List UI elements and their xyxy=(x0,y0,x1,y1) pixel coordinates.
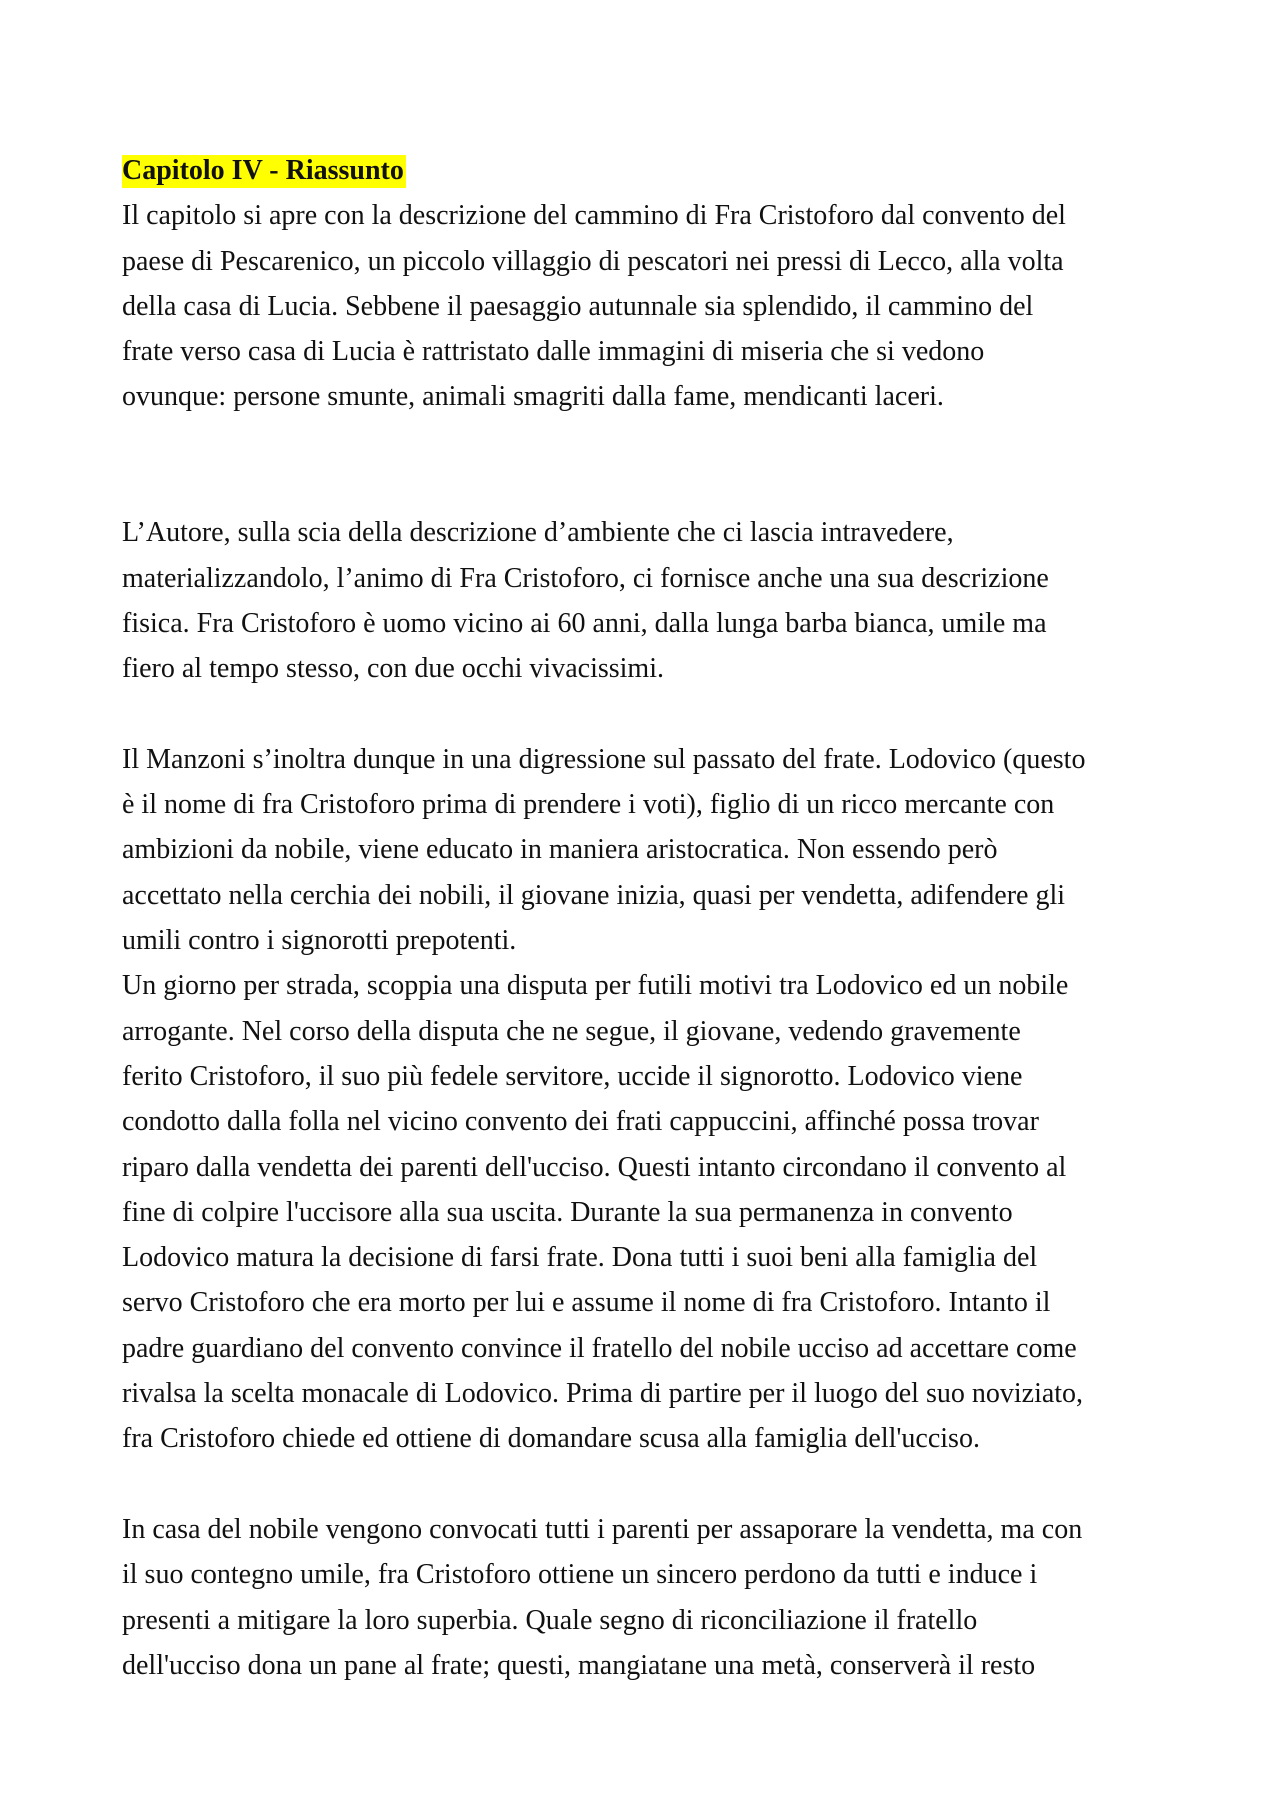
text-line: Un giorno per strada, scoppia una disputa per futili motivi tra Lodovico ed un nobile xyxy=(122,970,1069,1002)
text-line: condotto dalla folla nel vicino convento dei frati cappuccini, affinché possa trovar xyxy=(122,1106,1039,1138)
text-line: umili contro i signorotti prepotenti. xyxy=(122,925,517,957)
text-line: accettato nella cerchia dei nobili, il giovane inizia, quasi per vendetta, adifendere gli xyxy=(122,879,1066,911)
text-line: Lodovico matura la decisione di farsi frate. Dona tutti i suoi beni alla famiglia del xyxy=(122,1242,1038,1274)
text-line: padre guardiano del convento convince il fratello del nobile ucciso ad accettare come xyxy=(122,1332,1077,1364)
text-line: fine di colpire l'uccisore alla sua uscita. Durante la sua permanenza in convento xyxy=(122,1196,1013,1228)
paragraph-spacer xyxy=(122,420,1172,511)
text-line: fra Cristoforo chiede ed ottiene di domandare scusa alla famiglia dell'ucciso. xyxy=(122,1423,980,1455)
paragraph-1 xyxy=(122,193,1172,419)
paragraph-3 xyxy=(122,737,1172,1462)
text-line: servo Cristoforo che era morto per lui e assume il nome di fra Cristoforo. Intanto il xyxy=(122,1287,1051,1319)
paragraph-2 xyxy=(122,510,1172,691)
document-page xyxy=(122,148,1172,1688)
text-line: è il nome di fra Cristoforo prima di prendere i voti), figlio di un ricco mercante con xyxy=(122,789,1055,821)
text-line: presenti a mitigare la loro superbia. Quale segno di riconciliazione il fratello xyxy=(122,1604,978,1636)
text-line: dell'ucciso dona un pane al frate; questi, mangiatane una metà, conserverà il resto xyxy=(122,1649,1036,1681)
paragraph-4 xyxy=(122,1507,1172,1688)
text-line: fisica. Fra Cristoforo è uomo vicino ai 60 anni, dalla lunga barba bianca, umile ma xyxy=(122,607,1047,639)
text-line: Il Manzoni s’inoltra dunque in una digressione sul passato del frate. Lodovico (questo xyxy=(122,743,1086,775)
text-line: Il capitolo si apre con la descrizione del cammino di Fra Cristoforo dal convento del xyxy=(122,200,1066,232)
paragraph-spacer xyxy=(122,692,1172,737)
text-line: paese di Pescarenico, un piccolo villaggio di pescatori nei pressi di Lecco, alla volta xyxy=(122,245,1064,277)
text-line: frate verso casa di Lucia è rattristato dalle immagini di miseria che si vedono xyxy=(122,336,985,368)
text-line: il suo contegno umile, fra Cristoforo ottiene un sincero perdono da tutti e induce i xyxy=(122,1559,1038,1591)
text-line: arrogante. Nel corso della disputa che ne segue, il giovane, vedendo gravemente xyxy=(122,1015,1021,1047)
text-line: ovunque: persone smunte, animali smagriti dalla fame, mendicanti laceri. xyxy=(122,381,944,413)
text-line: ferito Cristoforo, il suo più fedele servitore, uccide il signorotto. Lodovico viene xyxy=(122,1060,1023,1092)
text-line: fiero al tempo stesso, con due occhi vivacissimi. xyxy=(122,653,664,685)
title-line xyxy=(122,148,1172,193)
text-line: della casa di Lucia. Sebbene il paesaggio autunnale sia splendido, il cammino del xyxy=(122,290,1034,322)
document-title: Capitolo IV - Riassunto xyxy=(122,155,404,186)
text-line: L’Autore, sulla scia della descrizione d’ambiente che ci lascia intravedere, xyxy=(122,517,954,549)
text-line: ambizioni da nobile, viene educato in maniera aristocratica. Non essendo però xyxy=(122,834,998,866)
text-line: riparo dalla vendetta dei parenti dell'ucciso. Questi intanto circondano il convento al xyxy=(122,1151,1067,1183)
text-line: In casa del nobile vengono convocati tutti i parenti per assaporare la vendetta, ma con xyxy=(122,1513,1083,1545)
paragraph-spacer xyxy=(122,1462,1172,1507)
text-line: materializzandolo, l’animo di Fra Cristoforo, ci fornisce anche una sua descrizione xyxy=(122,562,1049,594)
text-line: rivalsa la scelta monacale di Lodovico. Prima di partire per il luogo del suo noviziato, xyxy=(122,1378,1084,1410)
